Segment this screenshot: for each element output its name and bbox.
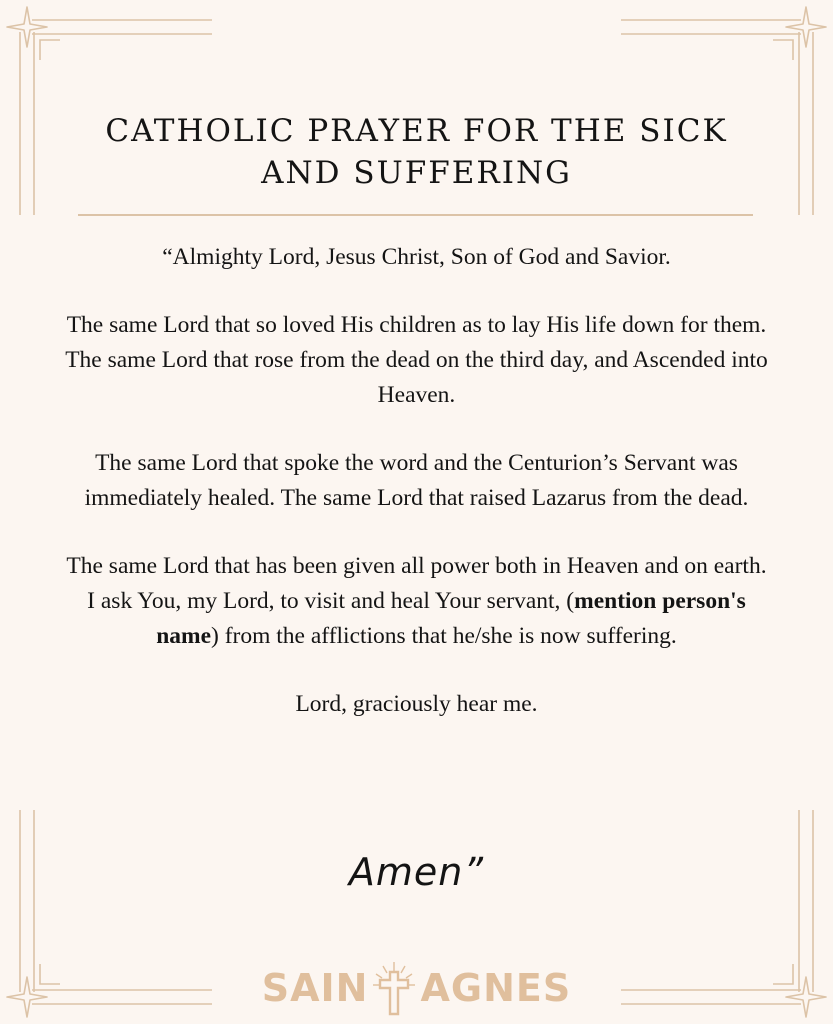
page-title	[60, 110, 773, 194]
cross-icon	[370, 960, 418, 1016]
prayer-body	[60, 240, 773, 755]
prayer-paragraph-1: “Almighty Lord, Jesus Christ, Son of God and Savior.	[162, 244, 671, 270]
prayer-paragraph-4	[60, 549, 773, 654]
name-placeholder: mention person's name	[156, 588, 746, 649]
star-ornament-icon	[786, 7, 826, 47]
title-divider	[78, 214, 753, 216]
star-ornament-icon	[7, 7, 47, 47]
logo-text-right: AGNES	[420, 966, 572, 1010]
prayer-paragraph-4-end: ) from the afflictions that he/she is now suffering.	[211, 623, 677, 649]
prayer-paragraph-5: Lord, graciously hear me.	[295, 691, 538, 717]
prayer-paragraph-2: The same Lord that so loved His children as to lay His life down for them. The same Lord that rose from the dead on the third day, and Ascended into Heaven.	[65, 312, 768, 408]
saint-agnes-logo	[0, 960, 833, 1016]
amen-closing: Amen”	[348, 850, 485, 894]
prayer-paragraph-4-start: The same Lord that has been given all power both in Heaven and on earth. I ask You, my Lord, to visit and heal Your servant, (	[66, 553, 767, 614]
title-line-2: AND SUFFERING	[261, 155, 572, 191]
prayer-paragraph-3: The same Lord that spoke the word and the Centurion’s Servant was immediately healed. The same Lord that raised Lazarus from the dead.	[84, 450, 749, 511]
title-line-1: CATHOLIC PRAYER FOR THE SICK	[105, 113, 728, 149]
logo-text-left: SAIN	[261, 966, 369, 1010]
